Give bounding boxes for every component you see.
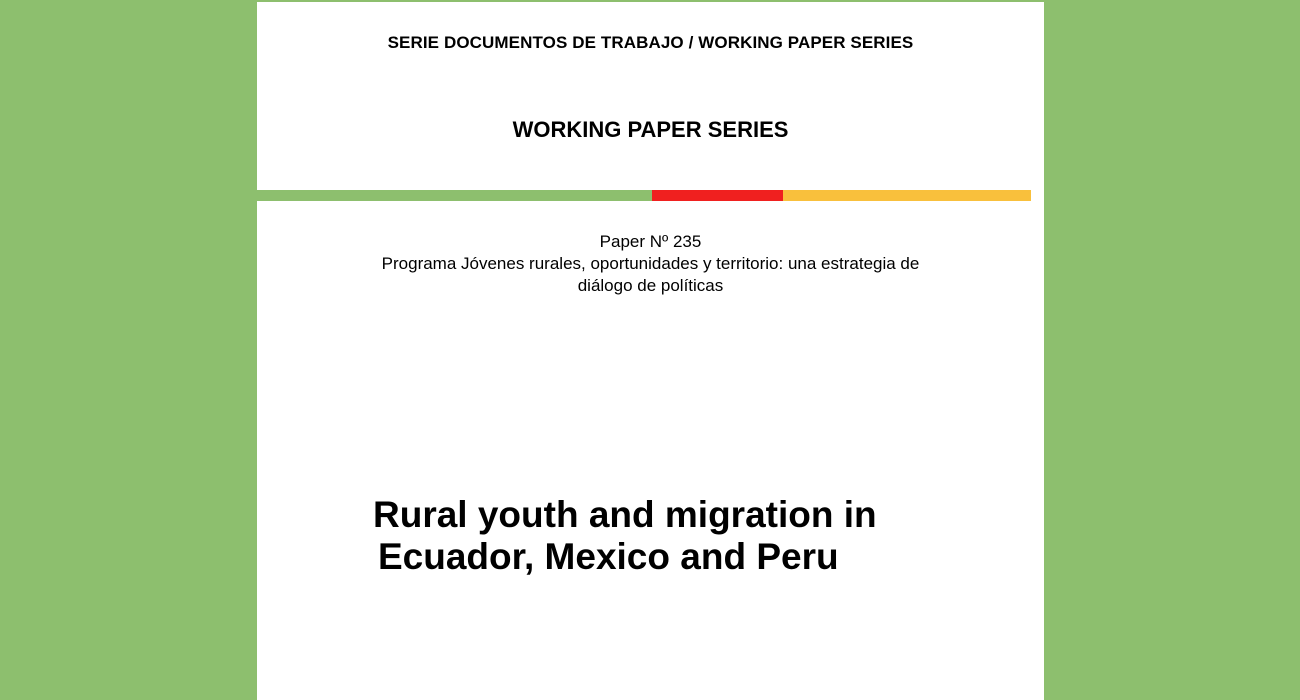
stripe-yellow-segment [783,190,1031,201]
title-line-2: Ecuador, Mexico and Peru [378,536,839,577]
stripe-red-segment [652,190,783,201]
paper-info [257,231,1044,297]
document-page [257,2,1044,700]
series-title: WORKING PAPER SERIES [512,117,789,142]
paper-number: Paper Nº 235 [599,232,702,251]
series-header: SERIE DOCUMENTOS DE TRABAJO / WORKING PAPER SERIES [387,33,914,52]
program-line-1: Programa Jóvenes rurales, oportunidades y territorio: una estrategia de [381,254,920,273]
stripe-green-segment [257,190,652,201]
color-stripe [257,190,1031,201]
title-line-1: Rural youth and migration in [373,494,877,535]
program-line-2: diálogo de políticas [577,276,724,295]
document-title [373,494,877,578]
